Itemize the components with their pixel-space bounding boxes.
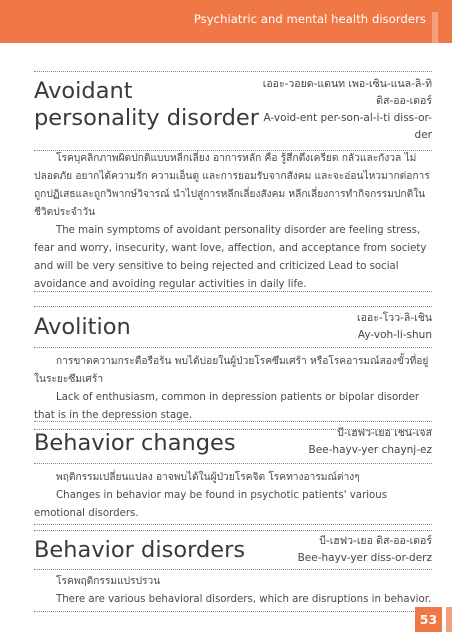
pronunciation-roman: Ay-voh-li-shun [357,329,432,341]
entry-term: Behavior changes [34,430,236,456]
pronunciation-roman: A-void-ent per-son-al-i-ti diss-or-der [263,112,432,141]
pronunciation-thai: บี-เฮฟว-เยอ ดิส-ออ-เดอร์ [319,535,432,547]
entry-pronunciation [267,310,432,344]
definition-thai: โรคบุคลิกภาพผิดปกติแบบหลีกเลี่ยง อาการหลัก คือ รู้สึกตึงเครียด กลัวและกังวล ไม่ปลอดภัย อยากได้ความรัก ความเอ็นดู และการยอมรับจากสังคม และจะอ่อนไหวมากต่อการถูกปฏิเสธและถูกวิพากษ์วิจารณ์ นำไปสู่การหลีกเลี่ยงสังคม หลีกเลี่ยงการทำกิจกรรมปกติในชีวิตประจำวัน [34,153,430,218]
entry-pronunciation [262,76,432,144]
page-header [0,0,452,43]
entry-heading [34,306,432,348]
pronunciation-thai: บี-เฮฟว-เยอ เชน-เจส [337,427,432,439]
pronunciation-thai: เออะ-วอยด-แดนท เพอ-เซิน-แนล-ลิ-ทิ ดิส-ออ-เดอร์ [262,78,432,107]
entry-definition [34,573,432,609]
glossary-entry-behavior-disorders [34,530,432,612]
entry-definition [34,469,432,523]
pronunciation-roman: Bee-hayv-yer chaynj-ez [308,444,432,456]
entry-heading [34,71,432,151]
definition-english: Lack of enthusiasm, common in depression patients or bipolar disorder that is in the depression stage. [34,392,420,421]
definition-english: Changes in behavior may be found in psychotic patients' various emotional disorders. [34,490,388,519]
pronunciation-roman: Bee-hayv-yer diss-or-derz [297,552,432,564]
definition-thai: โรคพฤติกรรมแปรปรวน [56,576,161,587]
entry-term: Avoidant personality disorder [34,78,259,131]
entry-divider [34,524,432,525]
glossary-entry-behavior-changes [34,421,432,525]
glossary-entry-avoidant-personality-disorder [34,71,432,292]
definition-thai: พฤติกรรมเปลี่ยนแปลง อาจพบได้ในผู้ป่วยโรคจิต โรคทางอารมณ์ต่างๆ [56,472,360,483]
glossary-entry-avolition [34,306,432,430]
entry-term: Behavior disorders [34,537,246,563]
entry-heading [34,421,432,464]
entry-definition [34,150,432,294]
entry-heading [34,530,432,570]
entry-term: Avolition [34,314,131,340]
header-title: Psychiatric and mental health disorders [193,12,426,26]
entry-definition [34,353,432,425]
page-number: 53 [415,607,442,632]
pronunciation-thai: เออะ-โวว-ลิ-เชิน [357,312,432,324]
entry-pronunciation [267,425,432,459]
page-number-strip [446,607,452,632]
header-accent-bar [432,12,438,43]
entry-divider [34,611,432,612]
definition-english: The main symptoms of avoidant personality disorder are feeling stress, fear and worry, insecurity, want love, affection, and acceptance from society and will be very sensitive to being rejected and criticized Lead to social avoidance and avoiding regular activities in daily life. [34,225,427,290]
entry-divider [34,291,432,292]
definition-english: There are various behavioral disorders, which are disruptions in behavior. [56,594,432,605]
entry-pronunciation [267,533,432,567]
definition-thai: การขาดความกระตือรือร้น พบได้บ่อยในผู้ป่วยโรคซึมเศร้า หรือโรคอารมณ์สองขั้วที่อยู่ในระยะซึมเศร้า [34,356,429,385]
